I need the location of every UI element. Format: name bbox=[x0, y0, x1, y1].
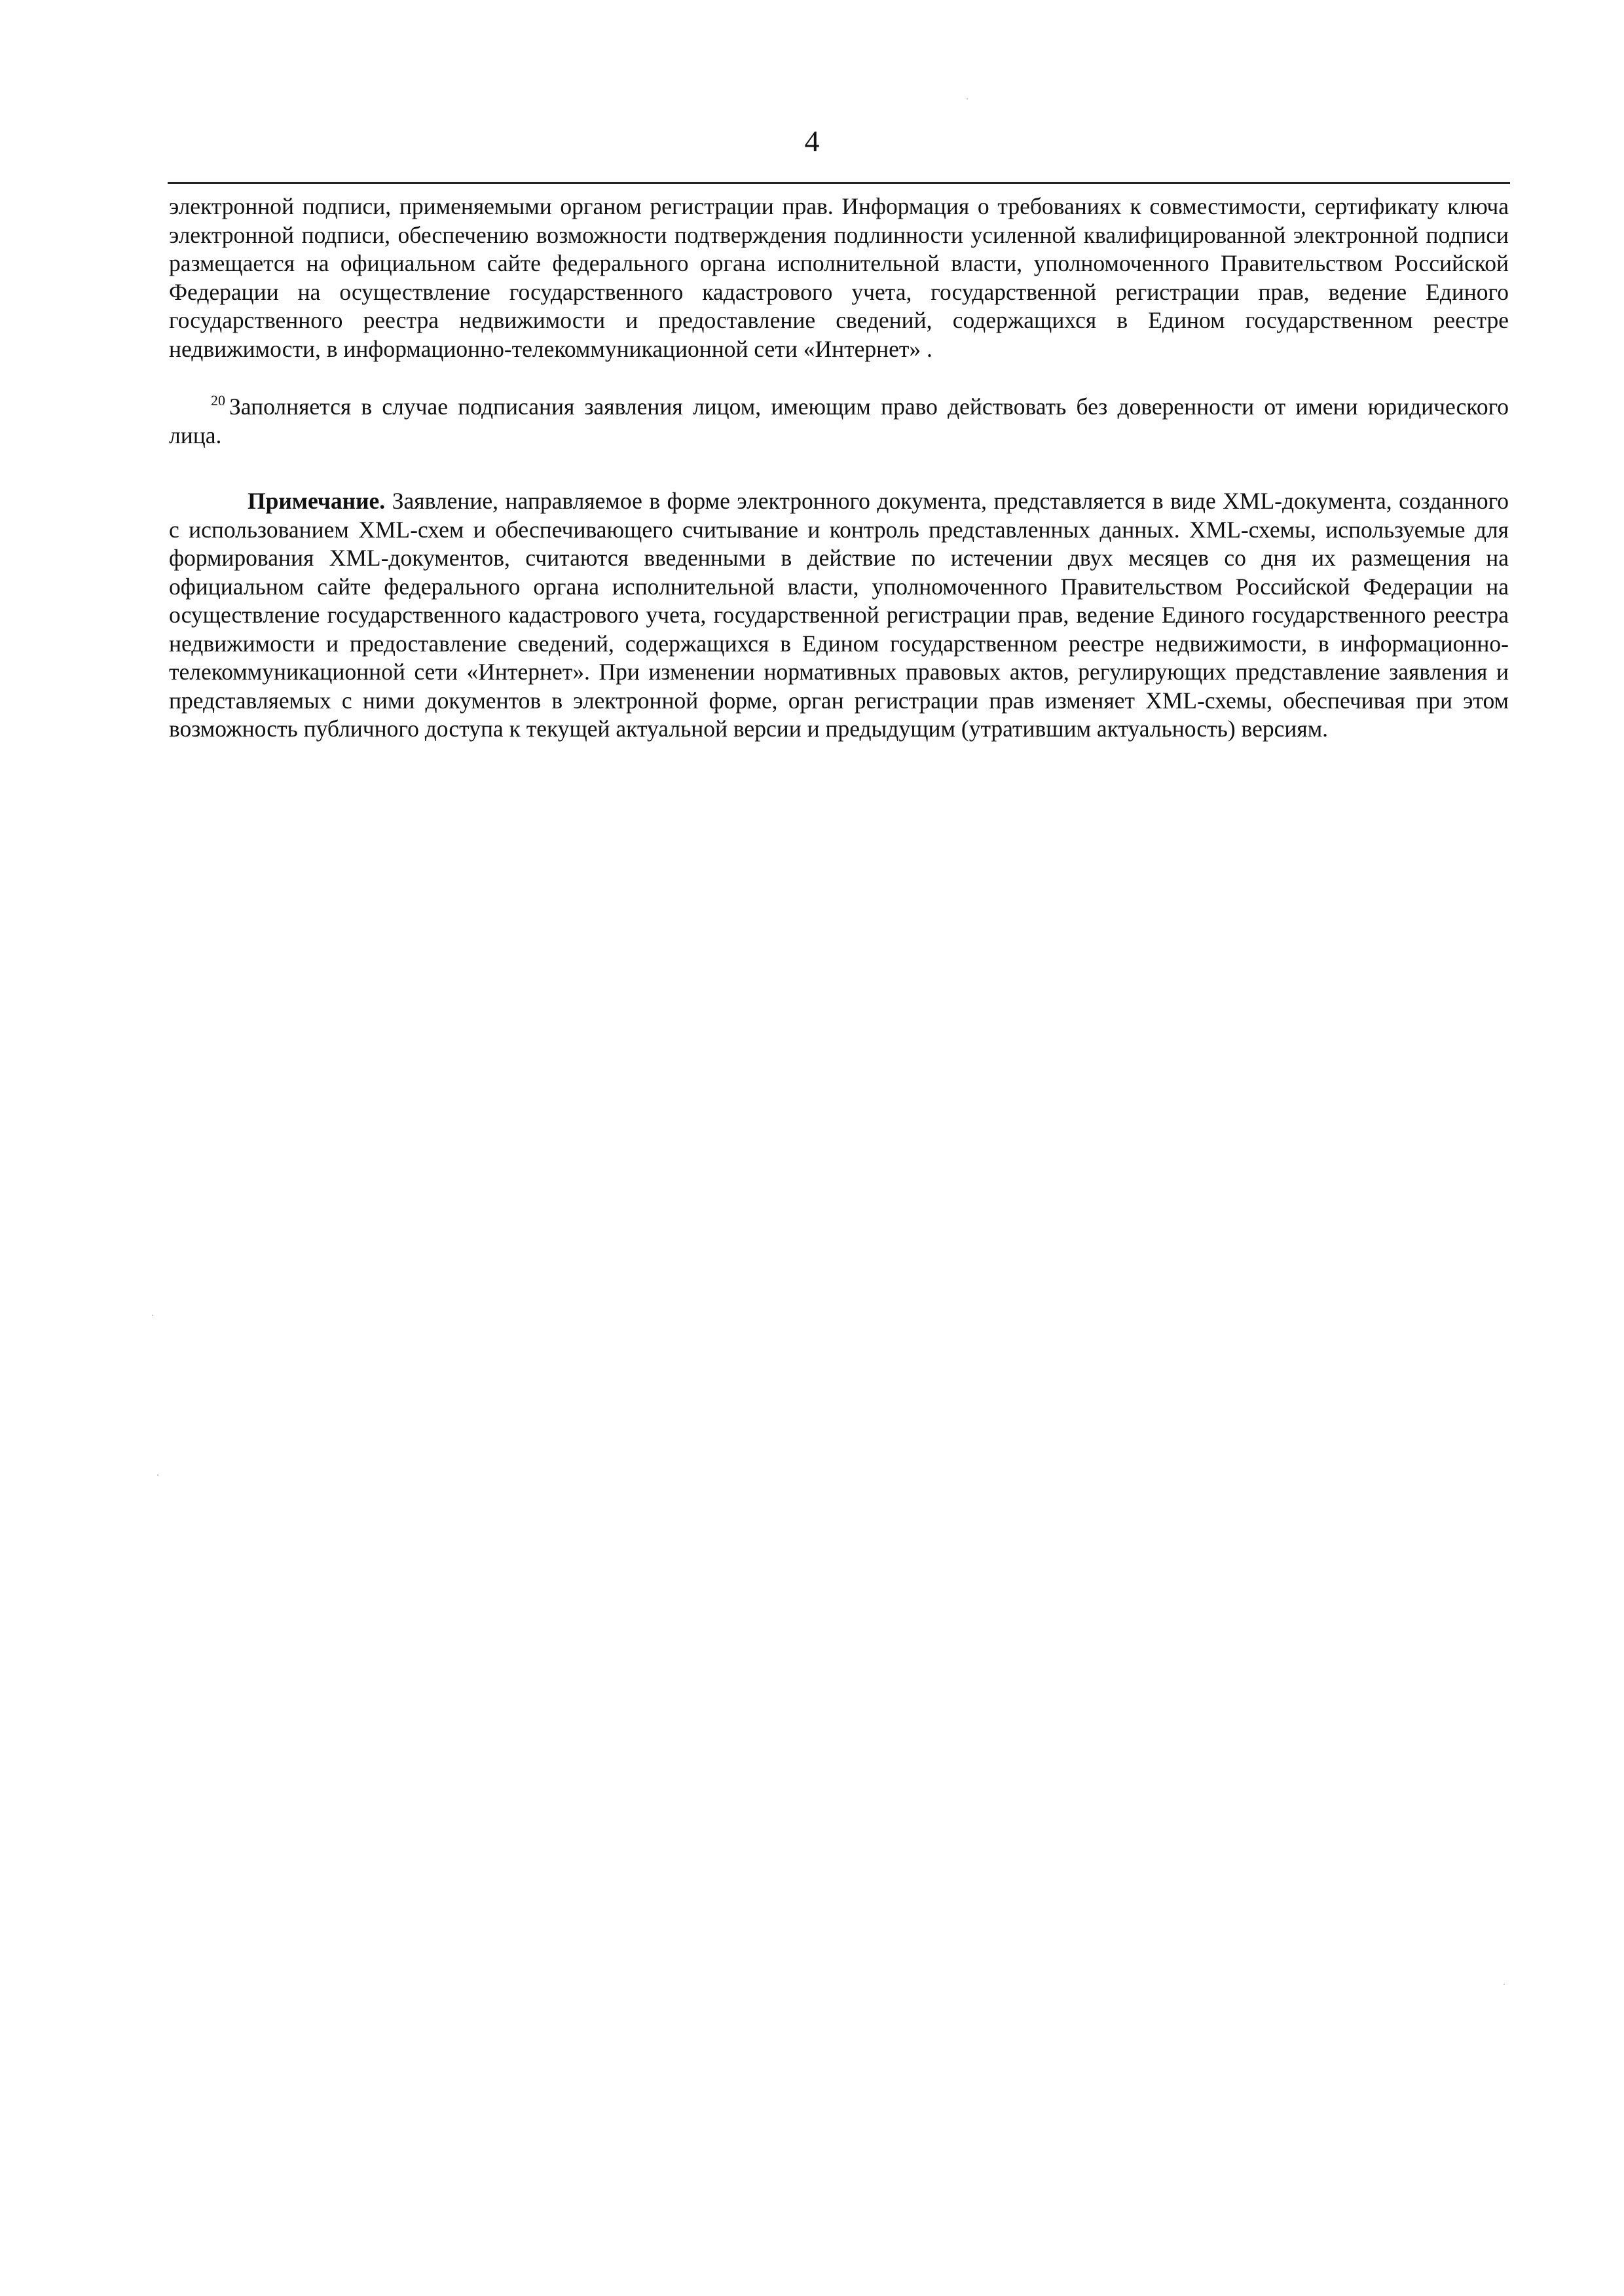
scan-speck bbox=[152, 1315, 153, 1316]
page-number: 4 bbox=[804, 124, 820, 158]
scan-speck bbox=[1504, 1984, 1505, 1985]
note-text: Заявление, направляемое в форме электронного документа, представляется в виде XML-документа, созданного с использованием XML-схем и обеспечивающего считывание и контроль представленных данных. XML-схемы, используемые для формирования XML-документов, считаются введенными в действие по истечении двух месяцев со дня их размещения на официальном сайте федерального органа исполнительной власти, уполномоченного Правительством Российской Федерации на осуществление государственного кадастрового учета, государственной регистрации прав, ведение Единого государственного реестра недвижимости и предоставление сведений, содержащихся в Едином государственном реестре недвижимости, в информационно-телекоммуникационной сети «Интернет». При изменении нормативных правовых актов, регулирующих представление заявления и представляемых с ними документов в электронной форме, орган регистрации прав изменяет XML-схемы, обеспечивая при этом возможность публичного доступа к текущей актуальной версии и предыдущим (утратившим актуальность) версиям. bbox=[169, 488, 1509, 742]
note-paragraph bbox=[169, 487, 1509, 744]
footnote-20-marker: 20 bbox=[211, 392, 225, 409]
footnote-20 bbox=[169, 393, 1509, 450]
footnote-20-text: Заполняется в случае подписания заявления лицом, имеющим право действовать без доверенности от имени юридического лица. bbox=[169, 393, 1509, 448]
footnote-19-continued: электронной подписи, применяемыми органом регистрации прав. Информация о требованиях к совместимости, сертификату ключа электронной подписи, обеспечению возможности подтверждения подлинности усиленной квалифицированной электронной подписи размещается на официальном сайте федерального органа исполнительной власти, уполномоченного Правительством Российской Федерации на осуществление государственного кадастрового учета, государственной регистрации прав, ведение Единого государственного реестра недвижимости и предоставление сведений, содержащихся в Едином государственном реестре недвижимости, в информационно-телекоммуникационной сети «Интернет» . bbox=[169, 193, 1509, 362]
note-label: Примечание. bbox=[248, 488, 386, 514]
scan-speck bbox=[967, 98, 968, 100]
footnote-separator bbox=[168, 182, 1510, 184]
scan-speck bbox=[157, 1474, 158, 1476]
